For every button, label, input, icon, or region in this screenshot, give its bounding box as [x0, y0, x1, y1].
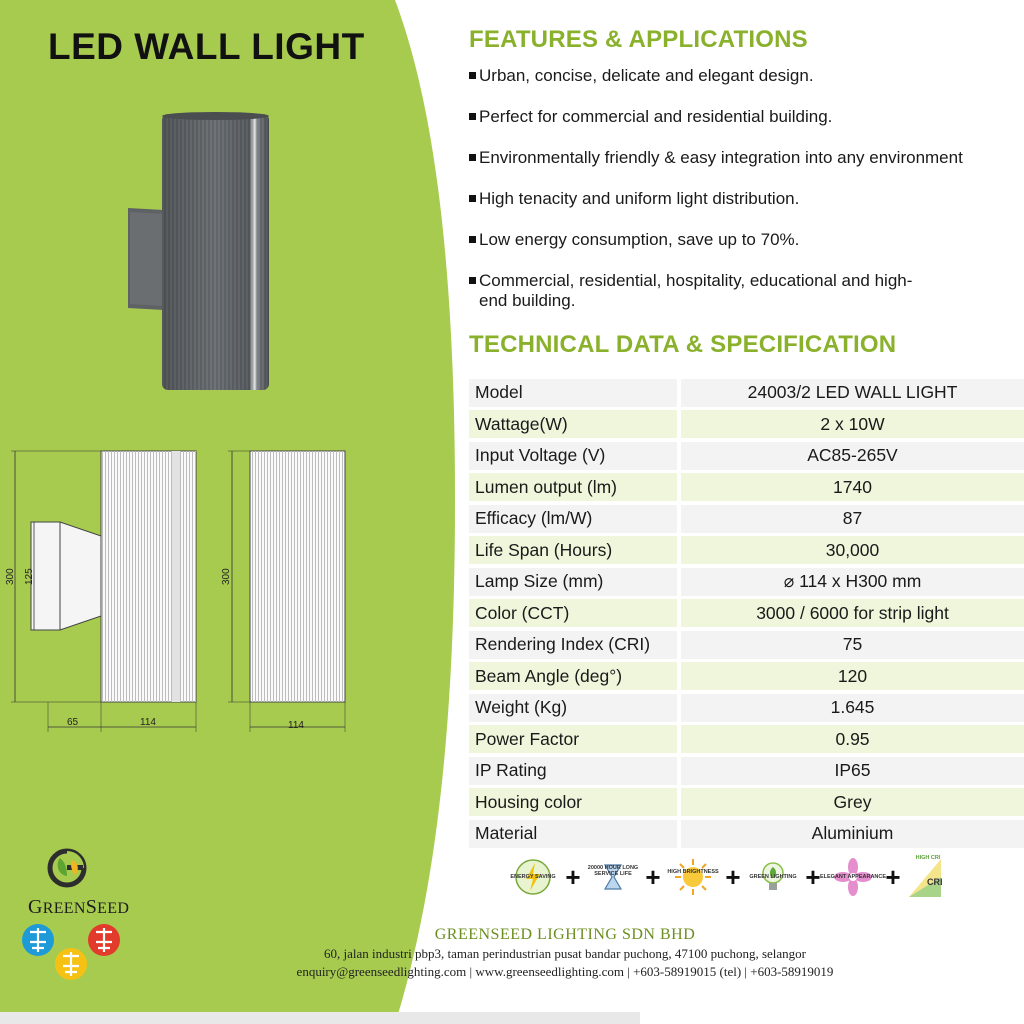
feature-item: Commercial, residential, hospitality, educational and high-end building.	[469, 271, 929, 311]
spec-label: Power Factor	[469, 725, 677, 753]
long-life-icon: 20000 HOUR LONG SERVICE LIFE	[585, 853, 641, 901]
spec-row	[469, 661, 1024, 693]
spec-row	[469, 440, 1024, 472]
green-lighting-icon: GREEN LIGHTING	[745, 853, 801, 901]
dim-side-height: 300	[5, 568, 16, 585]
bullet-icon	[469, 277, 476, 284]
spec-value: 87	[681, 505, 1024, 533]
feature-item: Environmentally friendly & easy integration into any environment	[469, 148, 1024, 168]
feature-list	[469, 66, 1024, 332]
greenseed-logo	[20, 848, 130, 888]
product-title: LED WALL LIGHT	[48, 26, 365, 67]
spec-label: Life Span (Hours)	[469, 536, 677, 564]
spec-label: Color (CCT)	[469, 599, 677, 627]
spec-value: 24003/2 LED WALL LIGHT	[681, 379, 1024, 407]
spec-row	[469, 724, 1024, 756]
logo-wordmark: GREENSEED	[28, 896, 130, 918]
product-photo	[120, 110, 290, 400]
spec-value: ⌀ 114 x H300 mm	[681, 568, 1024, 596]
spec-label: Beam Angle (deg°)	[469, 662, 677, 690]
spec-table	[469, 377, 1024, 850]
company-name: GREENSEED LIGHTING SDN BHD	[434, 926, 696, 943]
spec-value: AC85-265V	[681, 442, 1024, 470]
spec-value: 1.645	[681, 694, 1024, 722]
dim-front-width: 114	[288, 720, 304, 731]
plus-icon: +	[645, 861, 661, 892]
spec-row	[469, 818, 1024, 850]
spec-label: Housing color	[469, 788, 677, 816]
spec-label: Lumen output (lm)	[469, 473, 677, 501]
spec-value: 75	[681, 631, 1024, 659]
plus-icon: +	[805, 861, 821, 892]
bullet-icon	[469, 154, 476, 161]
spec-label: Material	[469, 820, 677, 848]
spec-label: Efficacy (lm/W)	[469, 505, 677, 533]
bullet-icon	[469, 236, 476, 243]
company-address: 60, jalan industri pbp3, taman perindustrian pusat bandar puchong, 47100 puchong, selangor	[324, 946, 806, 961]
spec-value: Grey	[681, 788, 1024, 816]
spec-value: IP65	[681, 757, 1024, 785]
spec-label: Model	[469, 379, 677, 407]
feature-item: High tenacity and uniform light distribution.	[469, 189, 1024, 209]
feature-icons-row	[505, 852, 945, 902]
bullet-icon	[469, 195, 476, 202]
spec-row	[469, 472, 1024, 504]
dim-bracket-height: 125	[24, 568, 35, 585]
spec-value: 3000 / 6000 for strip light	[681, 599, 1024, 627]
spec-label: Rendering Index (CRI)	[469, 631, 677, 659]
spec-label: Weight (Kg)	[469, 694, 677, 722]
feature-item: Low energy consumption, save up to 70%.	[469, 230, 1024, 250]
spec-label: Lamp Size (mm)	[469, 568, 677, 596]
spec-row	[469, 377, 1024, 409]
bullet-icon	[469, 113, 476, 120]
spec-value: 0.95	[681, 725, 1024, 753]
spec-row	[469, 629, 1024, 661]
tech-title: TECHNICAL DATA & SPECIFICATION	[469, 331, 897, 358]
plus-icon: +	[725, 861, 741, 892]
spec-row	[469, 755, 1024, 787]
spec-label: Wattage(W)	[469, 410, 677, 438]
spec-row	[469, 535, 1024, 567]
feature-item: Urban, concise, delicate and elegant design.	[469, 66, 1024, 86]
spec-row	[469, 692, 1024, 724]
spec-value: 30,000	[681, 536, 1024, 564]
dim-bracket-depth: 65	[67, 717, 79, 728]
plus-icon: +	[565, 861, 581, 892]
energy-saving-icon: ENERGY SAVING	[505, 853, 561, 901]
elegant-appearance-icon: ELEGANT APPEARANCE	[825, 853, 881, 901]
spec-row	[469, 566, 1024, 598]
front-view-drawing	[228, 451, 345, 732]
spec-row	[469, 787, 1024, 819]
features-title: FEATURES & APPLICATIONS	[469, 26, 808, 53]
dim-front-height: 300	[221, 568, 232, 585]
spec-row	[469, 409, 1024, 441]
feature-item: Perfect for commercial and residential building.	[469, 107, 1024, 127]
technical-drawing	[0, 440, 360, 740]
spec-value: Aluminium	[681, 820, 1024, 848]
spec-value: 120	[681, 662, 1024, 690]
high-cri-icon: CRI HIGH CRI	[905, 853, 945, 901]
plus-icon: +	[885, 861, 901, 892]
side-view-drawing	[11, 451, 196, 732]
spec-value: 1740	[681, 473, 1024, 501]
spec-value: 2 x 10W	[681, 410, 1024, 438]
company-footer	[0, 926, 1024, 980]
company-contact: enquiry@greenseedlighting.com | www.greenseedlighting.com | +603-58919015 (tel) | +603-58919019	[296, 964, 834, 979]
spec-label: IP Rating	[469, 757, 677, 785]
dim-body-width: 114	[140, 717, 156, 728]
spec-label: Input Voltage (V)	[469, 442, 677, 470]
svg-text:CRI: CRI	[927, 877, 943, 887]
spec-row	[469, 598, 1024, 630]
bullet-icon	[469, 72, 476, 79]
spec-row	[469, 503, 1024, 535]
high-brightness-icon: HIGH BRIGHTNESS	[665, 853, 721, 901]
